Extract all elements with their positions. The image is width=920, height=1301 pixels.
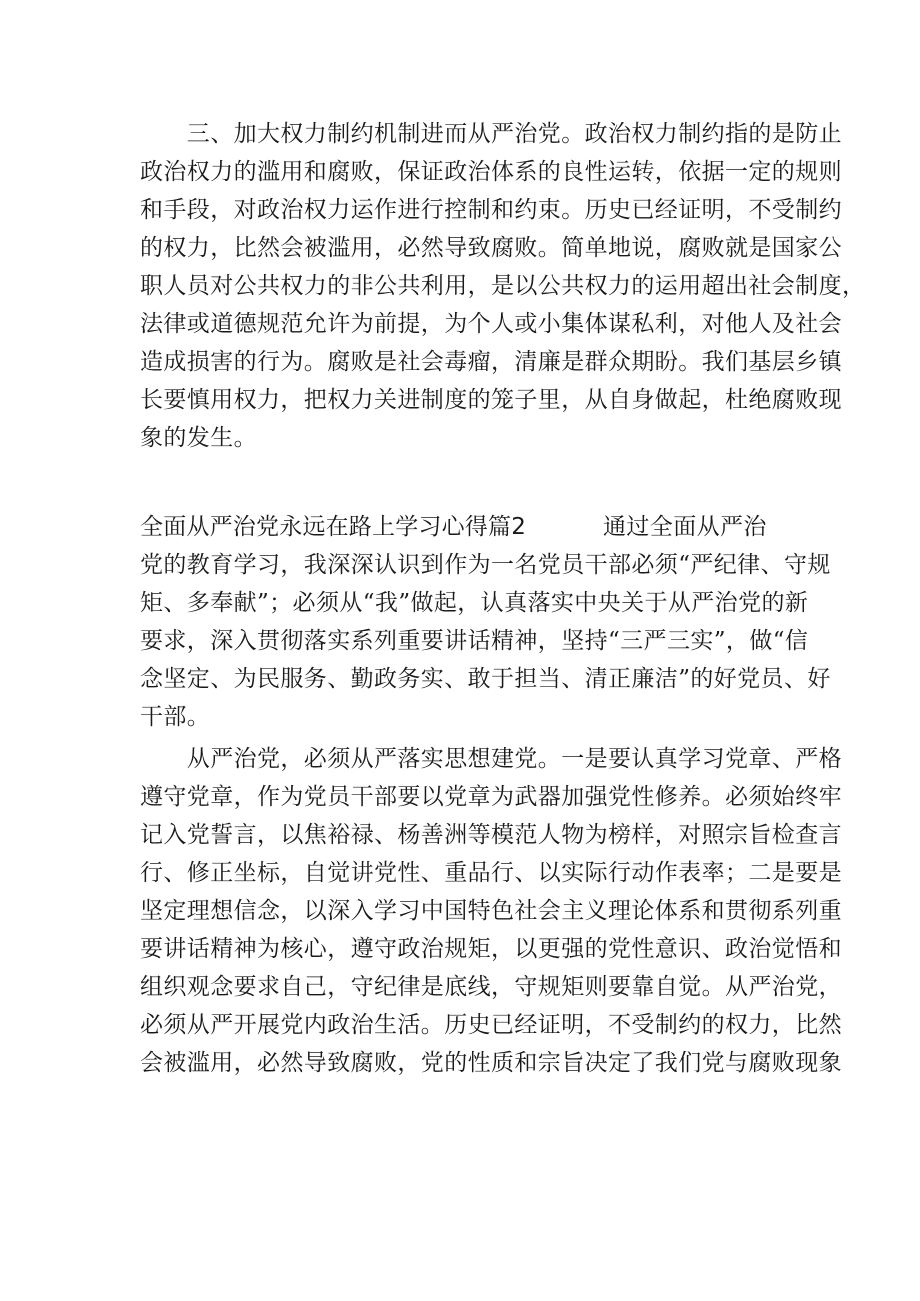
text-line: 法律或道德规范允许为前提，为个人或小集体谋私利，对他人及社会 [140,311,842,337]
section-heading-title: 全面从严治党永远在路上学习心得篇2 [140,514,527,540]
text-line: 造成损害的行为。腐败是社会毒瘤，清廉是群众期盼。我们基层乡镇 [140,349,842,375]
text-line: 干部。 [140,704,211,730]
section-heading-tail: 通过全面从严治 [603,514,767,540]
text-line: 和手段，对政治权力运作进行控制和约束。历史已经证明，不受制约 [140,197,842,223]
text-line: 要讲话精神为核心，遵守政治规矩，以更强的党性意识、政治觉悟和 [140,936,842,962]
text-line: 记入党誓言，以焦裕禄、杨善洲等模范人物为榜样，对照宗旨检查言 [140,822,842,848]
text-line: 政治权力的滥用和腐败，保证政治体系的良性运转，依据一定的规则 [140,159,842,185]
text-line: 党的教育学习，我深深认识到作为一名党员干部必须“严纪律、守规 [140,552,831,578]
text-line: 念坚定、为民服务、勤政务实、敢于担当、清正廉洁”的好党员、好 [140,666,831,692]
text-line: 行、修正坐标，自觉讲党性、重品行、以实际行动作表率；二是要是 [140,860,842,886]
text-line: 遵守党章，作为党员干部要以党章为武器加强党性修养。必须始终牢 [140,784,842,810]
text-line: 矩、多奉献”；必须从“我”做起，认真落实中央关于从严治党的新 [140,590,809,616]
text-line: 的权力，比然会被滥用，必然导致腐败。简单地说，腐败就是国家公 [140,235,842,261]
text-line: 职人员对公共权力的非公共利用，是以公共权力的运用超出社会制度， [140,273,866,299]
text-line: 象的发生。 [140,425,257,451]
text-line: 坚定理想信念，以深入学习中国特色社会主义理论体系和贯彻系列重 [140,898,842,924]
text-line: 长要慎用权力，把权力关进制度的笼子里，从自身做起，杜绝腐败现 [140,387,842,413]
paragraph-study-notes [140,508,831,736]
text-line: 从严治党，必须从严落实思想建党。一是要认真学习党章、严格 [140,746,842,772]
text-line: 要求，深入贯彻落实系列重要讲话精神，坚持“三严三实”，做“信 [140,628,809,654]
paragraph-ideological-building [140,740,842,1082]
text-line: 会被滥用，必然导致腐败，党的性质和宗旨决定了我们党与腐败现象 [140,1050,842,1076]
text-line: 三、加大权力制约机制进而从严治党。政治权力制约指的是防止 [140,121,842,147]
section-heading [140,508,800,546]
text-line: 必须从严开展党内政治生活。历史已经证明，不受制约的权力，比然 [140,1012,842,1038]
text-line: 组织观念要求自己，守纪律是底线，守规矩则要靠自觉。从严治党， [140,974,842,1000]
paragraph-power-restriction [140,115,866,457]
